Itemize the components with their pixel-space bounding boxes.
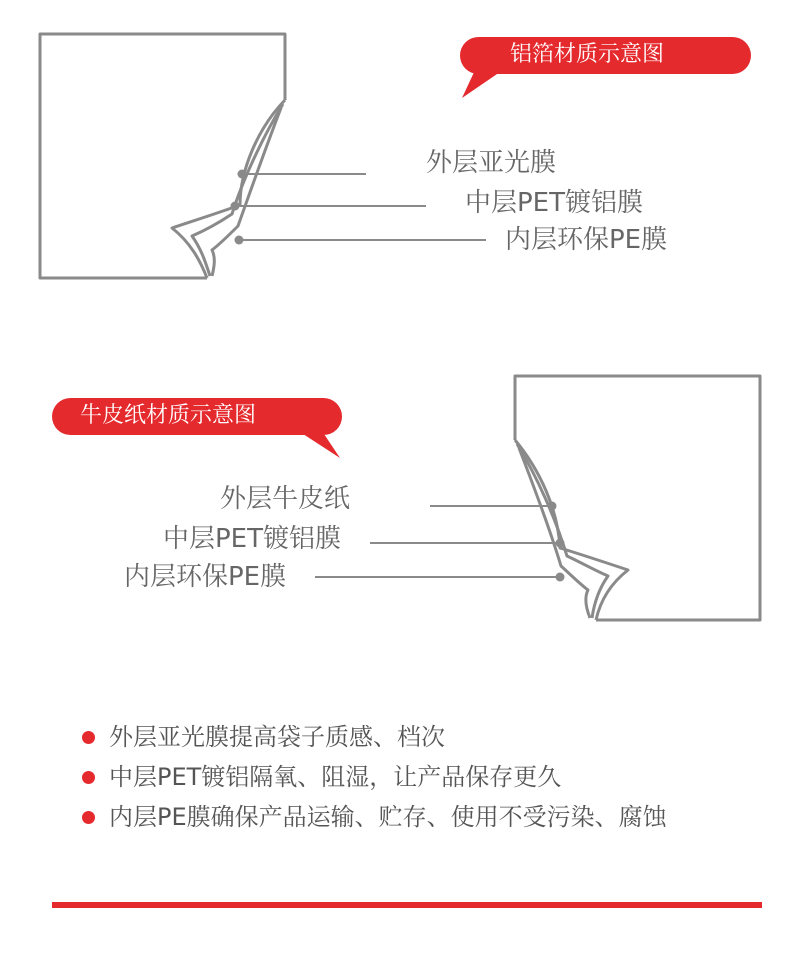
aluminum-leaders [235, 174, 486, 240]
kraft-outer-layer-label: 外层牛皮纸 [220, 484, 351, 514]
curl-layer-2 [192, 104, 283, 276]
aluminum-title: 铝箔材质示意图 [510, 42, 665, 67]
leader-dot [548, 502, 557, 511]
feature-text: 外层亚光膜提高袋子质感、档次 [109, 723, 445, 751]
sheet-outline [40, 34, 285, 278]
leader-dot [556, 573, 565, 582]
leader-dot [556, 539, 565, 548]
bullet-icon [82, 771, 95, 784]
kraft-title: 牛皮纸材质示意图 [80, 403, 257, 428]
bottom-divider [52, 902, 762, 908]
kraft-leaders [315, 506, 560, 577]
curl-layer-1 [172, 100, 285, 278]
kraft-diagram [515, 376, 760, 620]
feature-item [82, 725, 445, 749]
leader-dot [238, 170, 247, 179]
bullet-icon [82, 811, 95, 824]
sheet-outline [515, 376, 760, 620]
kraft-middle-layer-label: 中层PET镀铝膜 [163, 524, 341, 554]
curl-layer-2 [517, 444, 608, 618]
feature-text: 中层PET镀铝隔氧、阻湿，让产品保存更久 [109, 763, 562, 791]
bullet-icon [82, 731, 95, 744]
feature-text: 内层PE膜确保产品运输、贮存、使用不受污染、腐蚀 [109, 803, 667, 831]
aluminum-middle-layer-label: 中层PET镀铝膜 [465, 188, 643, 218]
aluminum-outer-layer-label: 外层亚光膜 [426, 148, 557, 178]
aluminum-inner-layer-label: 内层环保PE膜 [505, 225, 668, 255]
curl-layer-3 [519, 448, 590, 618]
aluminum-diagram [40, 34, 285, 278]
leader-dot [231, 202, 240, 211]
leader-dot [235, 236, 244, 245]
curl-layer-3 [212, 108, 281, 276]
kraft-inner-layer-label: 内层环保PE膜 [124, 562, 287, 592]
feature-item [82, 765, 561, 789]
feature-item [82, 805, 667, 829]
